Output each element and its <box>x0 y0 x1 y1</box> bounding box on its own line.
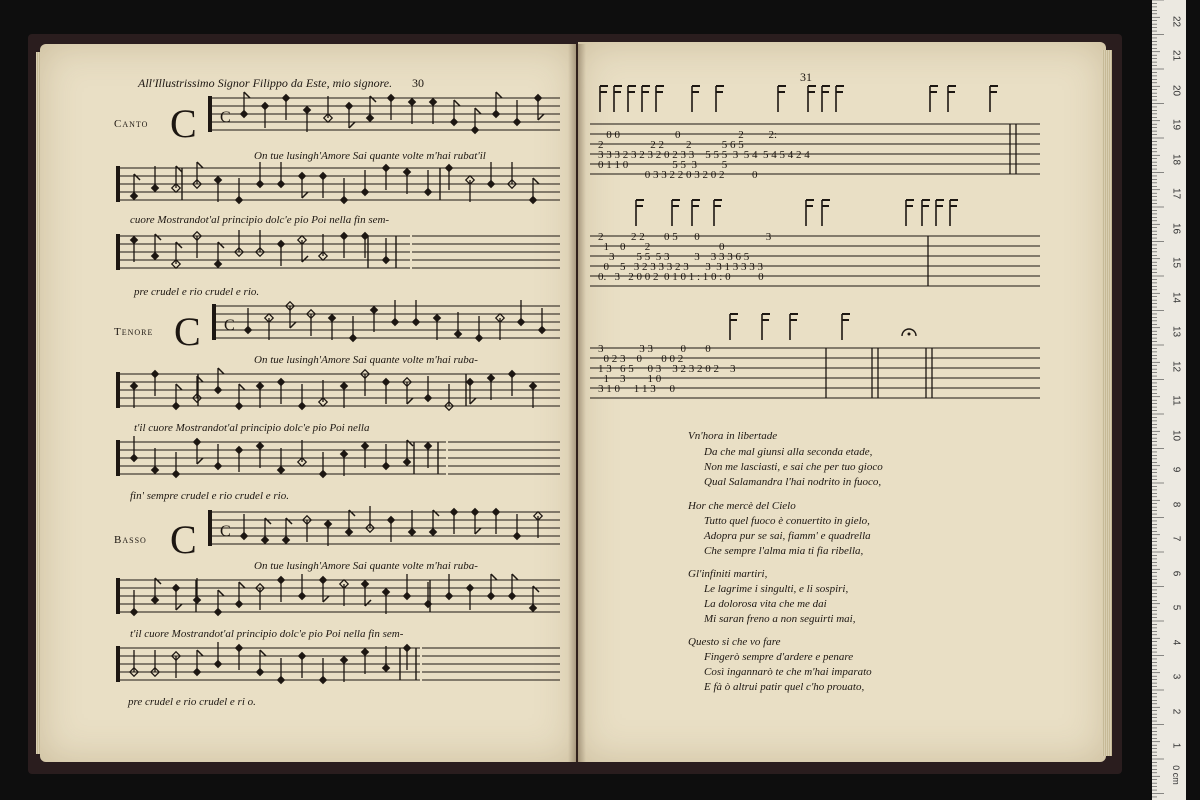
poem-line: Le lagrime i singulti, e li sospiri, <box>704 583 849 595</box>
note-flag <box>349 510 355 516</box>
initial-c-canto: C <box>170 101 197 146</box>
note-flag <box>370 96 376 102</box>
page-number-left: 30 <box>412 76 424 90</box>
tab-fret-numbers: 3 3 3 0 0 <box>598 343 711 355</box>
ruler-number: 2 <box>1170 708 1182 714</box>
note-flag <box>491 574 497 580</box>
tab-fret-numbers: 3 3 3 2 3 2 3 2 0 2 3 3 5 5 5 3 5 4 5 4 5 4 2 4 <box>598 149 810 161</box>
note-flag <box>218 242 224 248</box>
tab-fret-numbers: 1 3 1 0 <box>598 373 662 385</box>
tab-fret-numbers: 3 1 0 1 1 3 0 <box>598 383 675 395</box>
time-signature: C <box>224 317 235 334</box>
lyric-line: cuore Mostrandot'al principio dolc'e pio Poi nella fin sem- <box>130 214 390 226</box>
ruler-number: 21 <box>1170 49 1182 62</box>
note-flag <box>302 256 308 262</box>
poem-line: Vn'hora in libertade <box>688 430 778 442</box>
tab-fret-numbers: 2 2 2 2 5 6 5 <box>598 139 744 151</box>
clef-mark <box>212 304 216 340</box>
note-flag <box>244 92 250 98</box>
note-flag <box>265 518 271 524</box>
note-flag <box>155 578 161 584</box>
tab-fret-numbers: 0 1 1 0 5 5 3 5 <box>598 159 728 171</box>
note-flag <box>218 368 224 374</box>
note-flag <box>470 398 476 404</box>
ruler-number: 9 <box>1170 466 1182 473</box>
note-flag <box>155 234 161 240</box>
clef-mark <box>116 166 120 202</box>
voice-label-tenore: Tenore <box>114 326 154 338</box>
ruler-number: 19 <box>1170 118 1182 131</box>
poem-line: Adopra pur se sai, fiamm' e quadrella <box>704 530 871 542</box>
clef-mark <box>116 234 120 270</box>
ruler-number: 11 <box>1170 395 1182 406</box>
tab-fret-numbers: 0 2 3 0 0 0 2 <box>598 353 684 365</box>
time-signature: C <box>220 523 231 540</box>
poem-line: Così ingannarò te che m'hai imparato <box>704 666 872 678</box>
clef-mark <box>116 440 120 476</box>
poem-line: Fingerò sempre d'ardere e penare <box>704 651 854 663</box>
tab-fret-numbers: 0 0 0 2 2: <box>598 129 778 141</box>
note-flag <box>239 582 245 588</box>
note-flag <box>475 528 481 534</box>
tab-fret-numbers: 2 2 2 0 5 0 3 <box>598 231 772 243</box>
initial-c-tenore: C <box>174 309 201 354</box>
ruler-number: 13 <box>1170 325 1182 338</box>
note-flag <box>475 108 481 114</box>
note-flag <box>433 510 439 516</box>
time-signature: C <box>220 109 231 126</box>
note-flag <box>176 242 182 248</box>
clef-mark <box>116 646 120 682</box>
note-flag <box>197 162 203 168</box>
note-flag <box>407 398 413 404</box>
note-flag <box>533 178 539 184</box>
note-flag <box>176 384 182 390</box>
ruler-number: 4 <box>1170 639 1182 645</box>
ruler-number: 18 <box>1170 153 1182 165</box>
measuring-ruler <box>1152 0 1186 800</box>
ruler-number: 20 <box>1170 84 1182 96</box>
poem-line: Tutto quel fuoco è conuertito in gielo, <box>704 515 870 527</box>
note-flag <box>496 92 502 98</box>
ruler-number: 12 <box>1170 360 1182 372</box>
ruler-number: 16 <box>1170 222 1182 234</box>
note-flag <box>323 596 329 602</box>
tab-fret-numbers: 0 3 3 2 2 0 3 2 0 2 0 <box>598 169 758 181</box>
note-flag <box>134 174 140 180</box>
poem-line: Mi saran freno a non seguirti mai, <box>704 613 856 625</box>
ruler-number: 1 <box>1170 742 1182 749</box>
ruler-number: 8 <box>1170 501 1182 507</box>
tab-fret-numbers: 0. 3 2 0 0 2 0 1 0 1 : 1 0 : 0 0 <box>598 271 764 283</box>
note-flag <box>176 166 182 172</box>
ruler-number: 3 <box>1170 673 1182 680</box>
note-flag <box>286 518 292 524</box>
lyric-line: t'il cuore Mostrandot'al principio dolc'e pio Poi nella fin sem- <box>130 628 404 640</box>
note-flag <box>454 100 460 106</box>
tab-fret-numbers: 0 5 3 2 3 3 3 2 3 3 3 1 3 3 3 3 <box>598 261 763 273</box>
ruler-number: 5 <box>1170 604 1182 611</box>
tab-fret-numbers: 1 0 2 0 <box>598 241 725 253</box>
note-flag <box>218 590 224 596</box>
poem-line: Che sempre l'alma mia ti fia ribella, <box>704 545 864 557</box>
poem-line: Gl'infiniti martiri, <box>688 568 768 580</box>
poem-line: Questo si che vo fare <box>688 636 781 648</box>
clef-mark <box>116 578 120 614</box>
ruler-number: 15 <box>1170 256 1182 269</box>
note-flag <box>302 192 308 198</box>
poem-line: Hor che mercè del Cielo <box>688 500 796 512</box>
poem-line: Qual Salamandra l'hai nodrito in fuoco, <box>704 476 882 488</box>
note-flag <box>349 122 355 128</box>
tab-fret-numbers: 1 3 6 5 0 3 3 2 3 2 0 2 3 <box>598 363 736 375</box>
ruler-number: 6 <box>1170 570 1182 576</box>
clef-mark <box>116 372 120 408</box>
lyric-line: fin' sempre crudel e rio crudel e rio. <box>130 490 289 502</box>
ruler-ticks <box>1152 0 1186 800</box>
note-flag <box>239 384 245 390</box>
tab-fret-numbers: 3 5 5 5 3 3 3 3 3 6 5 <box>598 251 750 263</box>
note-flag <box>176 604 182 610</box>
lyric-line: On tue lusingh'Amore Sai quante volte m'hai ruba- <box>254 354 478 366</box>
lyric-line: pre crudel e rio crudel e ri o. <box>128 696 256 708</box>
note-flag <box>407 440 413 446</box>
note-flag <box>197 650 203 656</box>
ruler-number: 10 <box>1170 429 1182 441</box>
clef-mark <box>208 510 212 546</box>
poem-line: La dolorosa vita che me dai <box>704 598 827 610</box>
fermata-dot <box>908 333 911 336</box>
voice-label-canto: Canto <box>114 118 149 130</box>
ruler-number: 14 <box>1170 291 1182 303</box>
ruler-number: 7 <box>1170 535 1182 542</box>
note-flag <box>260 650 266 656</box>
note-flag <box>365 600 371 606</box>
ruler-number: 17 <box>1170 187 1182 200</box>
note-flag <box>512 574 518 580</box>
lyric-line: pre crudel e rio crudel e rio. <box>134 286 260 298</box>
lyric-line: On tue lusingh'Amore Sai quante volte m'hai ruba- <box>254 560 478 572</box>
initial-c-basso: C <box>170 517 197 562</box>
ruler-number: 22 <box>1170 15 1182 27</box>
poem-line: E fà ò altrui patir quel c'ho prouato, <box>704 681 865 693</box>
note-flag <box>290 322 296 328</box>
poem-line: Da che mal giunsi alla seconda etade, <box>704 446 873 458</box>
note-flag <box>533 586 539 592</box>
note-flag <box>538 114 544 120</box>
page-number-right: 31 <box>800 70 812 84</box>
note-flag <box>197 458 203 464</box>
poem-line: Non me lasciasti, e sai che per tuo gioco <box>704 461 883 473</box>
lyric-line: On tue lusingh'Amore Sai quante volte m'hai rubat'il <box>254 150 486 162</box>
lyric-line: t'il cuore Mostrandot'al principio dolc'e pio Poi nella <box>134 422 370 434</box>
clef-mark <box>208 96 212 132</box>
ruler-unit-label: 0 cm <box>1170 765 1181 785</box>
voice-label-basso: Basso <box>114 534 147 546</box>
page-header: All'Illustrissimo Signor Filippo da Este, mio signore. <box>138 76 393 90</box>
